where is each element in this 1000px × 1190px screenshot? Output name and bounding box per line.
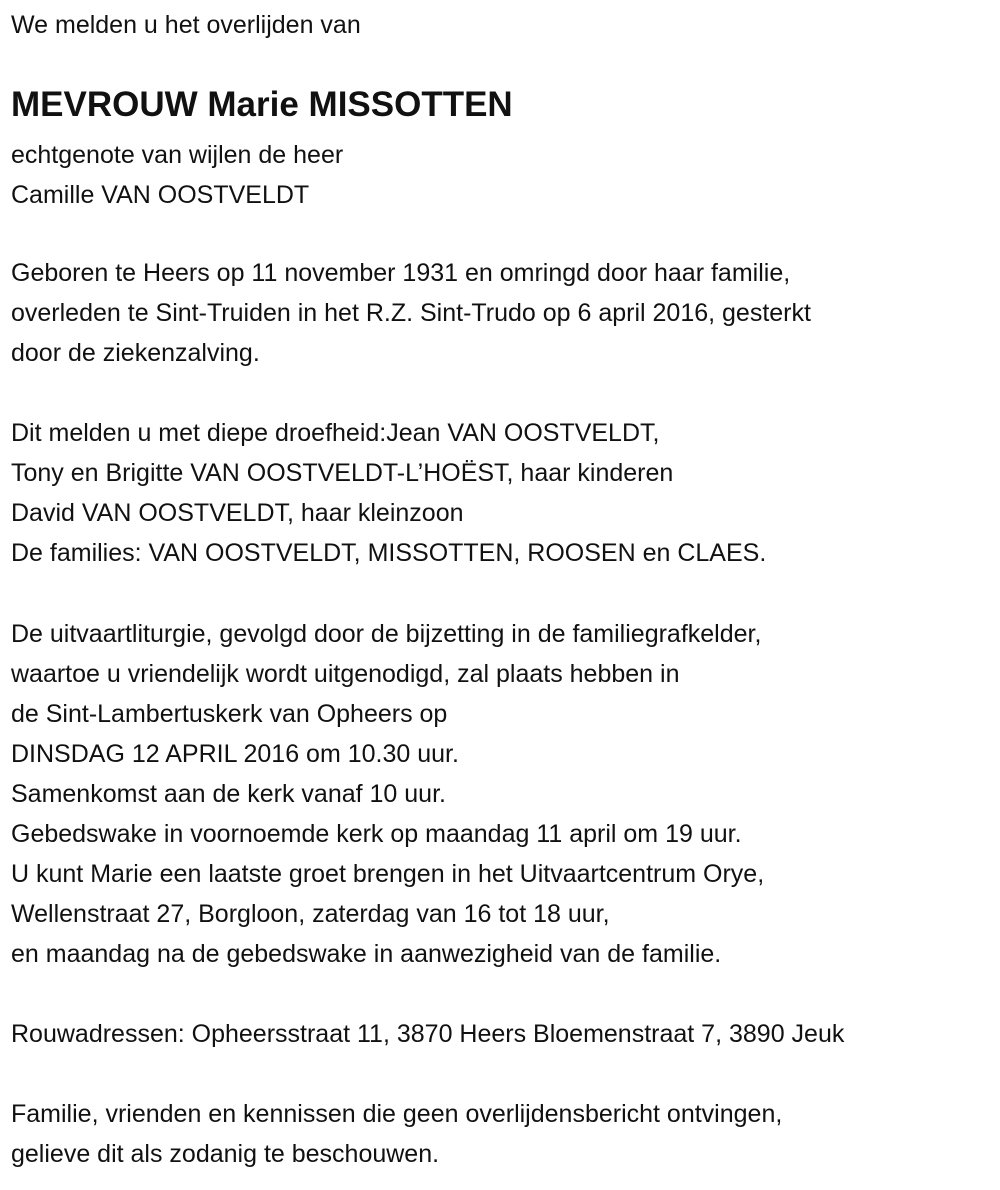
birth-line: overleden te Sint-Truiden in het R.Z. Sint-Trudo op 6 april 2016, gesterkt [11, 299, 811, 327]
deceased-name-title: MEVROUW Marie MISSOTTEN [11, 85, 513, 124]
intro-text: We melden u het overlijden van [11, 11, 361, 39]
ceremony-line: De uitvaartliturgie, gevolgd door de bijzetting in de familiegrafkelder, [11, 620, 762, 648]
ceremony-line: Gebedswake in voornoemde kerk op maandag 11 april om 19 uur. [11, 820, 742, 848]
mourning-addresses: Rouwadressen: Opheersstraat 11, 3870 Heers Bloemenstraat 7, 3890 Jeuk [11, 1020, 845, 1048]
closing-line: gelieve dit als zodanig te beschouwen. [11, 1140, 440, 1168]
birth-line: door de ziekenzalving. [11, 339, 260, 367]
ceremony-line: Samenkomst aan de kerk vanaf 10 uur. [11, 780, 446, 808]
spouse-block [11, 135, 343, 215]
birth-death-block [11, 253, 811, 373]
family-block [11, 413, 766, 573]
ceremony-line: de Sint-Lambertuskerk van Opheers op [11, 700, 448, 728]
ceremony-line: DINSDAG 12 APRIL 2016 om 10.30 uur. [11, 740, 459, 768]
ceremony-block [11, 614, 764, 974]
family-line: Dit melden u met diepe droefheid:Jean VAN OOSTVELDT, [11, 419, 660, 447]
ceremony-line: waartoe u vriendelijk wordt uitgenodigd, zal plaats hebben in [11, 660, 680, 688]
ceremony-line: U kunt Marie een laatste groet brengen in het Uitvaartcentrum Orye, [11, 860, 765, 888]
family-line: De families: VAN OOSTVELDT, MISSOTTEN, ROOSEN en CLAES. [11, 539, 767, 567]
spouse-line: echtgenote van wijlen de heer [11, 141, 344, 169]
closing-block [11, 1094, 782, 1174]
family-line: Tony en Brigitte VAN OOSTVELDT-L’HOËST, haar kinderen [11, 459, 674, 487]
spouse-line: Camille VAN OOSTVELDT [11, 181, 310, 209]
ceremony-line: en maandag na de gebedswake in aanwezigheid van de familie. [11, 940, 722, 968]
birth-line: Geboren te Heers op 11 november 1931 en omringd door haar familie, [11, 259, 791, 287]
closing-line: Familie, vrienden en kennissen die geen overlijdensbericht ontvingen, [11, 1100, 783, 1128]
ceremony-line: Wellenstraat 27, Borgloon, zaterdag van 16 tot 18 uur, [11, 900, 610, 928]
family-line: David VAN OOSTVELDT, haar kleinzoon [11, 499, 464, 527]
